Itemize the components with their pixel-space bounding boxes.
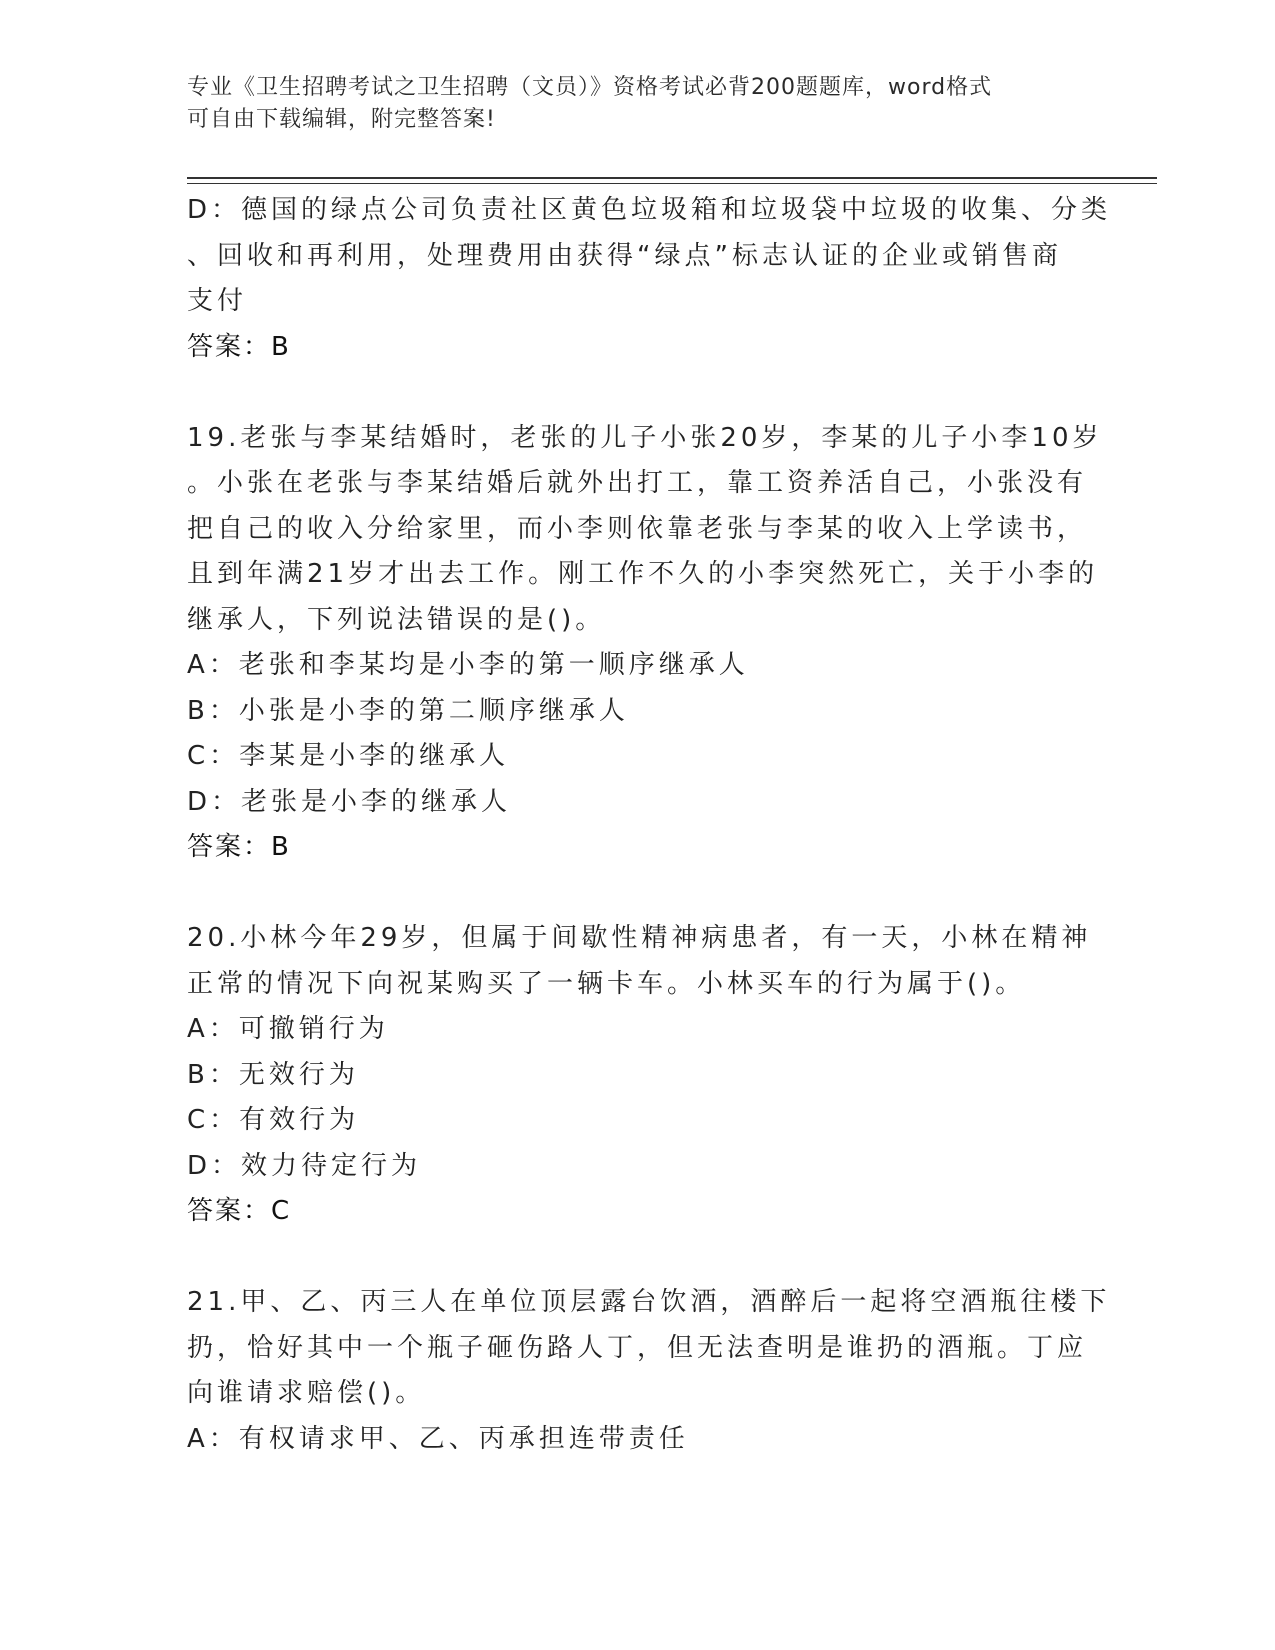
option-d-line: 支付 <box>187 286 248 316</box>
header-rule-thin <box>187 183 1157 184</box>
question-stem-line: 向谁请求赔偿()。 <box>187 1378 426 1408</box>
option-a: A：老张和李某均是小李的第一顺序继承人 <box>187 650 749 680</box>
option-b: B：小张是小李的第二顺序继承人 <box>187 695 629 726</box>
question-stem-line: 20.小林今年29岁，但属于间歇性精神病患者，有一天，小林在精神 <box>187 923 1092 953</box>
question-stem-line: 且到年满21岁才出去工作。刚工作不久的小李突然死亡，关于小李的 <box>187 559 1099 589</box>
spacer <box>187 871 1092 917</box>
header-rule-thick <box>187 177 1157 179</box>
option-c: C：李某是小李的继承人 <box>187 741 510 771</box>
answer-line: 答案：B <box>187 331 291 362</box>
answer-line: 答案：B <box>187 832 291 862</box>
header-line-1: 专业《卫生招聘考试之卫生招聘（文员）》资格考试必背200题题库，word格式 <box>187 75 993 100</box>
option-b: B：无效行为 <box>187 1059 359 1090</box>
spacer <box>187 370 1092 416</box>
question-stem-line: 。小张在老张与李某结婚后就外出打工，靠工资养活自己，小张没有 <box>187 468 1088 498</box>
question-18-tail <box>187 188 1112 370</box>
spacer <box>187 1235 1092 1281</box>
question-stem-line: 把自己的收入分给家里，而小李则依靠老张与李某的收入上学读书， <box>187 513 1088 544</box>
option-d-line: D：德国的绿点公司负责社区黄色垃圾箱和垃圾袋中垃圾的收集、分类 <box>187 195 1112 225</box>
question-stem-line: 扔，恰好其中一个瓶子砸伤路人丁，但无法查明是谁扔的酒瓶。丁应 <box>187 1332 1088 1363</box>
question-19 <box>187 416 1103 871</box>
option-d: D：效力待定行为 <box>187 1150 422 1181</box>
option-a: A：可撤销行为 <box>187 1014 389 1044</box>
header-line-2: 可自由下载编辑，附完整答案! <box>187 107 496 132</box>
option-d: D：老张是小李的继承人 <box>187 786 512 817</box>
answer-line: 答案：C <box>187 1196 292 1226</box>
question-stem-line: 19.老张与李某结婚时，老张的儿子小张20岁，李某的儿子小李10岁 <box>187 422 1103 453</box>
question-21 <box>187 1280 1111 1462</box>
option-d-line: 、回收和再利用，处理费用由获得“绿点”标志认证的企业或销售商 <box>187 240 1062 271</box>
question-stem-line: 继承人，下列说法错误的是()。 <box>187 604 606 635</box>
option-c: C：有效行为 <box>187 1105 360 1135</box>
question-stem-line: 21.甲、乙、丙三人在单位顶层露台饮酒，酒醉后一起将空酒瓶往楼下 <box>187 1287 1111 1317</box>
question-20 <box>187 916 1092 1235</box>
question-stem-line: 正常的情况下向祝某购买了一辆卡车。小林买车的行为属于()。 <box>187 968 1026 999</box>
option-a: A：有权请求甲、乙、丙承担连带责任 <box>187 1423 689 1454</box>
document-header <box>187 72 1067 136</box>
document-body <box>187 188 1112 1462</box>
